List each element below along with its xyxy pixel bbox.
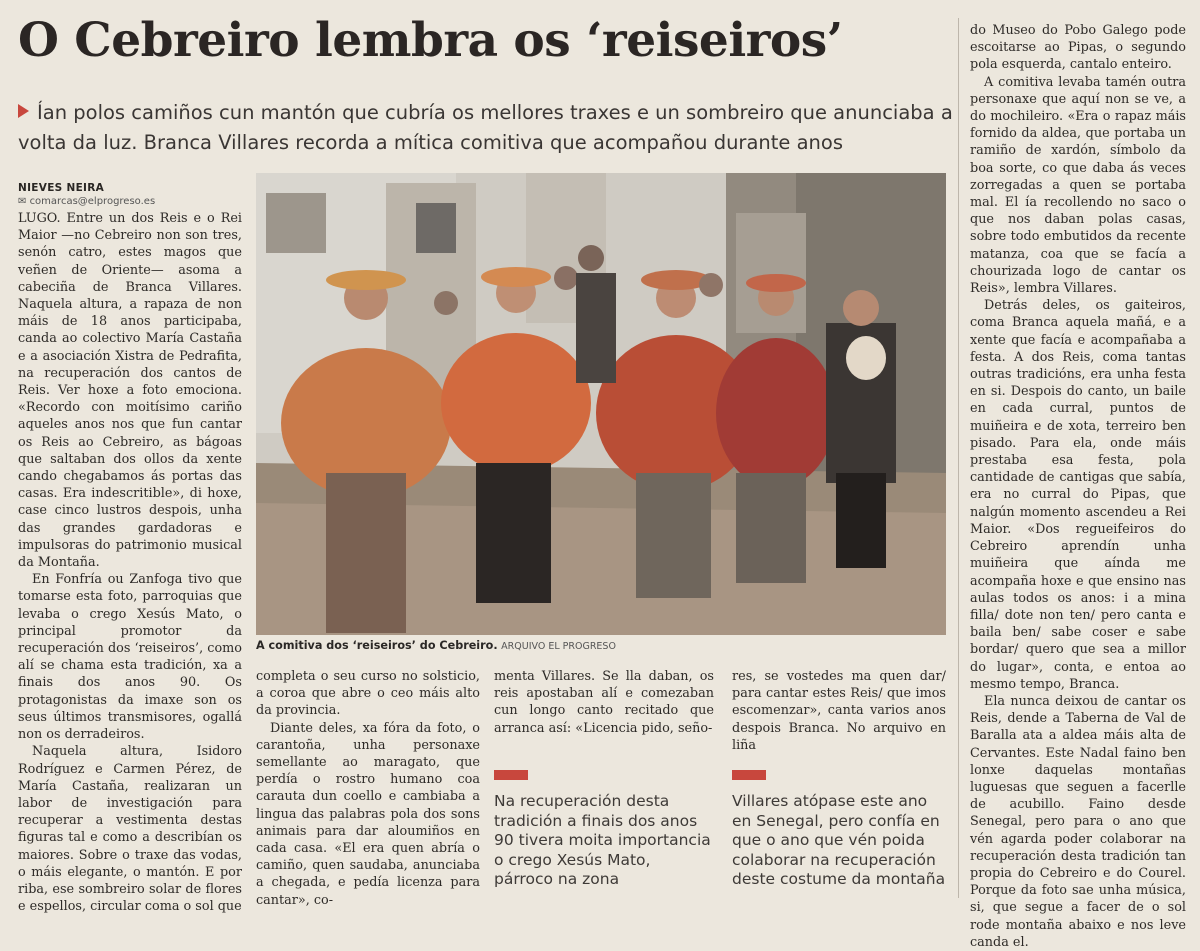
- news-photo: [256, 173, 946, 635]
- author-email: comarcas@elprogreso.es: [29, 196, 156, 207]
- paragraph: Detrás deles, os gaiteiros, coma Branca aquela mañá, e a xente que facía e acompañaba a festa. A dos Reis, coma tantas outras tradicións, era unha festa en si. Despois do canto, un baile en cada curral, puntos de muiñeira e de xota, terreiro ben pisado. Para ela, onde máis prestaba esa festa, pola cantidade de cantigas que sabía, era no curral do Pipas, que nalgún momento ascendeu a Rei Maior. «Dos regueifeiros do Cebreiro aprendín unha muiñeira que aínda me acompaña hoxe e que ensino nas aulas todos os anos: i a mina filla/ dote non ten/ pero canta e baila ben/ sabe coser e sabe bordar/ quero que sea a millor do lugar», conta, e entoa ao mesmo tempo, Branca.: [970, 298, 1186, 692]
- paragraph: menta Villares. Se lla daban, os reis apostaban alí e comezaban cun longo canto recitado que arranca así: «Licencia pido, seño-: [494, 669, 714, 736]
- article-column-3: [494, 668, 714, 737]
- article-column-4: [732, 668, 946, 754]
- paragraph: res, se vostedes ma quen dar/ para cantar estes Reis/ que imos escomenzar», canta varios anos despois Branca. No arquivo en liña: [732, 669, 946, 753]
- pullquote-2: Villares atópase este ano en Senegal, pero confía en que o ano que vén poida colaborar na recuperación deste costume da montaña: [732, 792, 946, 888]
- paragraph: Diante deles, xa fóra da foto, o carantoña, unha personaxe semellante ao maragato, que perdía o rostro humano coa carauta dun coello e cambiaba a lingua das palabras pola dos sons animais para dar aloumiños en cada casa. «El era quen abría o camiño, quen saudaba, anunciaba a chegada, e pedía licenza para cantar», co-: [256, 720, 480, 908]
- subhead-text: Ían polos camiños cun mantón que cubría os mellores traxes e un sombreiro que anunciaba a volta da luz. Branca Villares recorda a mítica comitiva que acompañou durante anos: [18, 101, 953, 154]
- paragraph: LUGO. Entre un dos Reis e o Rei Maior —no Cebreiro non son tres, senón catro, estes magos que veñen de Oriente— asoma a cabeciña de Branca Villares. Naquela altura, a rapaza de non máis de 18 anos participaba, canda ao colectivo María Castaña e a asociación Xistra de Pedrafita, na recuperación dos cantos de Reis. Ver hoxe a foto emociona. «Recordo con moitísimo cariño aqueles anos nos que fun cantar os Reis ao Cebreiro, as bágoas que saltaban dos ollos da xente cando chegabamos ás portas das casas. Era indescritible», di hoxe, case cinco lustros despois, unha das grandes gardadoras e impulsoras do patrimonio musical da Montaña.: [18, 211, 242, 571]
- article-column-1: [18, 210, 242, 915]
- paragraph: do Museo do Pobo Galego pode escoitarse ao Pipas, o segundo pola esquerda, cantalo enteiro.: [970, 23, 1186, 73]
- article-column-2: [256, 668, 480, 909]
- pullquote-1: Na recuperación desta tradición a finais dos anos 90 tivera moita importancia o crego Xesús Mato, párroco na zona: [494, 792, 711, 888]
- photo-credit: ARQUIVO EL PROGRESO: [501, 641, 616, 652]
- paragraph: Naquela altura, Isidoro Rodríguez e Carmen Pérez, de María Castaña, realizaran un labor de investigación para recuperar a vestimenta destas figuras tal e como a describían os maiores. Sobre o traxe das vodas, o máis elegante, o mantón. E por riba, ese sombreiro solar de flores e espellos, circular coma o sol que: [18, 744, 242, 915]
- photo-caption: [256, 638, 946, 655]
- paragraph: completa o seu curso no solsticio, a coroa que abre o ceo máis alto da provincia.: [256, 669, 480, 719]
- column-divider: [958, 18, 959, 898]
- byline: [18, 181, 248, 209]
- author-name: NIEVES NEIRA: [18, 182, 105, 194]
- headline: O Cebreiro lembra os ‘reiseiros’: [18, 13, 843, 68]
- bullet-triangle-icon: [18, 104, 29, 118]
- paragraph: A comitiva levaba tamén outra personaxe que aquí non se ve, a do mochileiro. «Era o rapaz máis fornido da aldea, que portaba un ramiño de xardón, símbolo da boa sorte, co que daba ás veces zorregadas a quen se portaba mal. El ía recollendo no saco o que nos daban polas casas, sobre todo embutidos da recente matanza, coa que se facía a chourizada logo de cantar os Reis», lembra Villares.: [970, 74, 1186, 297]
- paragraph: En Fonfría ou Zanfoga tivo que tomarse esta foto, parroquias que levaba o crego Xesús Mato, o principal promotor da recuperación dos ‘reiseiros’, como alí se chama esta tradición, xa a finais dos anos 90. Os protagonistas da imaxe son os seus últimos transmisores, ogallá non os derradeiros.: [18, 572, 242, 743]
- paragraph: Ela nunca deixou de cantar os Reis, dende a Taberna de Val de Baralla ata a aldea máis alta de Cervantes. Este Nadal faino ben lonxe daquelas montañas luguesas que seguen a facerlle de acubillo. Faino desde Senegal, pero para o ano que vén agarda poder colaborar na recuperación desta tradición tan propia do Cebreiro e do Courel. Porque da foto sae unha música, si, que segue a facer de o sol rode montaña abaixo e nos leve canda el.: [970, 693, 1186, 950]
- article-column-5: [970, 22, 1186, 951]
- pullquote-accent-bar: [732, 770, 766, 780]
- subheadline: [18, 98, 958, 158]
- caption-text: A comitiva dos ‘reiseiros’ do Cebreiro.: [256, 639, 498, 652]
- photo-illustration: [256, 173, 946, 635]
- author-email-row: [18, 195, 248, 209]
- email-icon: ✉: [18, 196, 30, 207]
- pullquote-accent-bar: [494, 770, 528, 780]
